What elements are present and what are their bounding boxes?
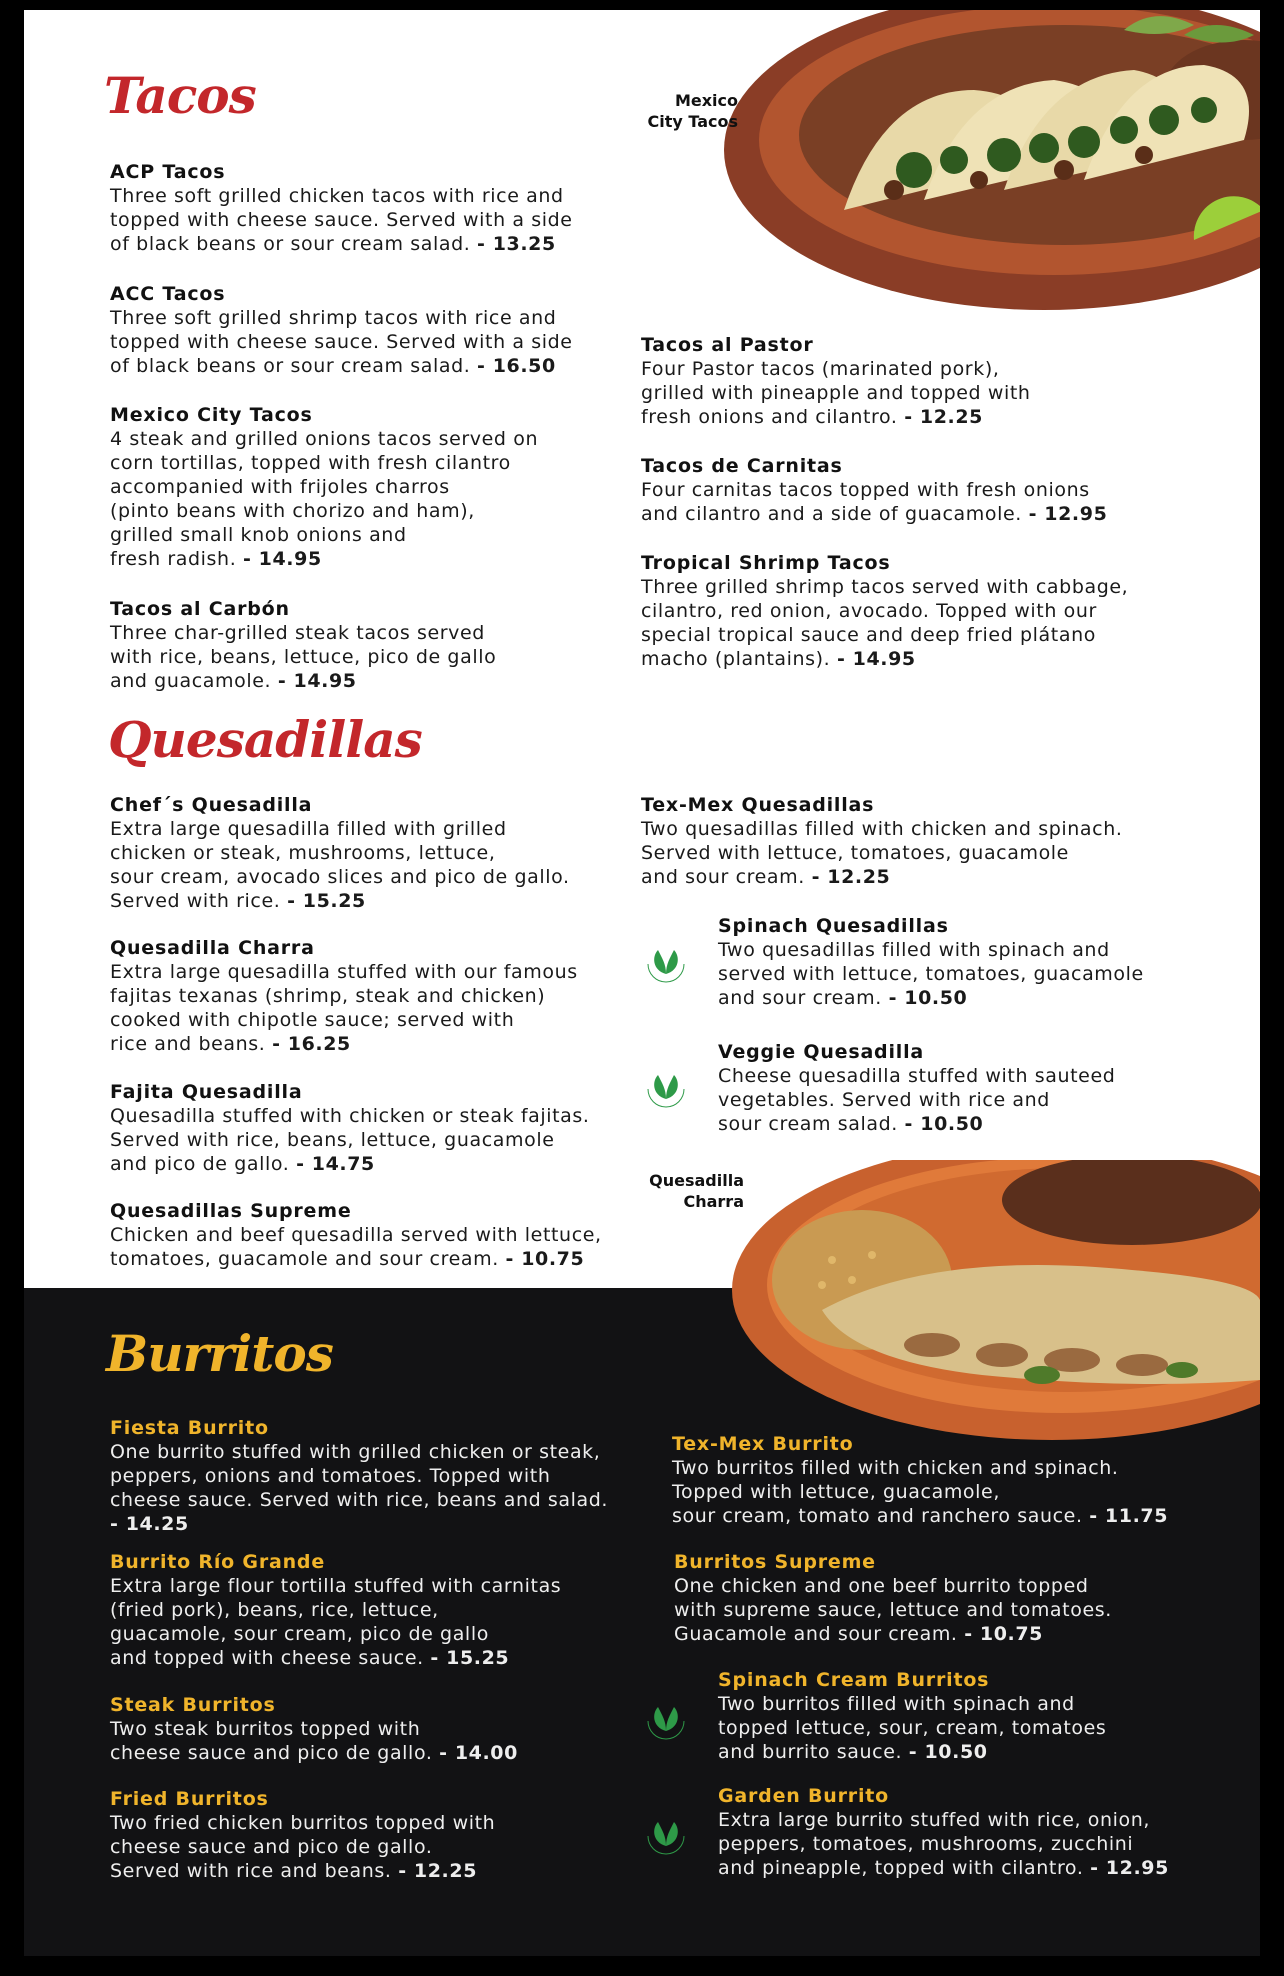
menu-item (641, 333, 1241, 429)
item-description: Two quesadillas filled with chicken and spinach. Served with lettuce, tomatoes, guacamole and sour cream. (641, 818, 1123, 888)
item-price: - 14.95 (242, 548, 322, 570)
item-price: - 14.25 (110, 1513, 189, 1535)
item-price: - 14.00 (439, 1742, 518, 1764)
item-description: Quesadilla stuffed with chicken or steak fajitas. Served with rice, beans, lettuce, guacamole and pico de gallo. (110, 1105, 590, 1175)
item-description: Extra large quesadilla filled with grilled chicken or steak, mushrooms, lettuce, sour cream, avocado slices and pico de gallo. Served with rice. (110, 818, 570, 912)
item-price: - 12.95 (1090, 1857, 1169, 1879)
item-price: - 14.95 (836, 648, 916, 670)
menu-item (641, 551, 1241, 671)
menu-item (718, 1040, 1258, 1136)
item-description: Three char-grilled steak tacos served with rice, beans, lettuce, pico de gallo and guacamole. (110, 622, 497, 692)
item-description: Three soft grilled shrimp tacos with rice and topped with cheese sauce. Served with a side of black beans or sour cream salad. (110, 307, 573, 377)
menu-item (110, 1416, 670, 1536)
item-price: - 16.50 (477, 355, 556, 377)
item-name: Mexico City Tacos (110, 404, 313, 426)
item-price: - 14.95 (277, 670, 357, 692)
item-price: - 11.75 (1089, 1505, 1169, 1527)
item-name: Fajita Quesadilla (110, 1081, 303, 1103)
item-name: ACP Tacos (110, 161, 226, 183)
vegetarian-badge-icon (638, 1691, 694, 1747)
item-description: Two burritos filled with chicken and spinach. Topped with lettuce, guacamole, sour cream, tomato and ranchero sauce. (672, 1457, 1119, 1527)
item-name: Quesadilla Charra (110, 937, 315, 959)
vegetarian-badge-icon (638, 1059, 694, 1115)
item-name: Spinach Quesadillas (718, 915, 949, 937)
item-price: - 10.50 (908, 1741, 988, 1763)
item-price: - 14.75 (296, 1153, 375, 1175)
menu-item (110, 597, 630, 693)
item-description: Two steak burritos topped with cheese sauce and pico de gallo. (110, 1718, 433, 1764)
item-name: Burritos Supreme (674, 1551, 876, 1573)
item-name: Tacos al Carbón (110, 598, 290, 620)
item-name: Steak Burritos (110, 1694, 276, 1716)
item-description: 4 steak and grilled onions tacos served on corn tortillas, topped with fresh cilantro accompanied with frijoles charros (pinto beans with chorizo and ham), grilled small knob onions and fresh radish. (110, 428, 539, 570)
item-price: - 12.95 (1028, 503, 1108, 525)
menu-item (110, 282, 630, 378)
menu-item (110, 793, 650, 913)
item-description: One chicken and one beef burrito topped with supreme sauce, lettuce and tomatoes. Guacamole and sour cream. (674, 1575, 1112, 1645)
item-name: Tex-Mex Quesadillas (641, 794, 875, 816)
item-name: Veggie Quesadilla (718, 1041, 925, 1063)
item-description: Three soft grilled chicken tacos with rice and topped with cheese sauce. Served with a side of black beans or sour cream salad. (110, 185, 573, 255)
photo-caption-quesadilla-charra: Quesadilla Charra (649, 1171, 744, 1211)
item-description: Two fried chicken burritos topped with cheese sauce and pico de gallo. Served with rice and beans. (110, 1812, 496, 1882)
item-description: Three grilled shrimp tacos served with cabbage, cilantro, red onion, avocado. Topped with our special tropical sauce and deep fried plátano macho (plantains). (641, 576, 1129, 670)
item-name: Spinach Cream Burritos (718, 1669, 990, 1691)
item-price: - 15.25 (287, 890, 366, 912)
menu-item (718, 1668, 1258, 1764)
menu-item (110, 403, 630, 571)
item-price: - 16.25 (272, 1033, 351, 1055)
item-description: One burrito stuffed with grilled chicken or steak, peppers, onions and tomatoes. Topped with cheese sauce. Served with rice, beans and salad. (110, 1441, 609, 1511)
menu-item (110, 160, 630, 256)
menu-item (110, 1080, 650, 1176)
menu-item (110, 1693, 670, 1765)
item-price: - 12.25 (398, 1860, 478, 1882)
item-price: - 12.25 (904, 406, 984, 428)
section-title-quesadillas: Quesadillas (108, 710, 422, 769)
item-price: - 10.75 (964, 1623, 1044, 1645)
item-name: Tex-Mex Burrito (672, 1433, 854, 1455)
item-description: Two quesadillas filled with spinach and served with lettuce, tomatoes, guacamole and sour cream. (718, 939, 1144, 1009)
item-description: Chicken and beef quesadilla served with lettuce, tomatoes, guacamole and sour cream. (110, 1224, 602, 1270)
menu-page (24, 10, 1260, 1956)
item-price: - 10.50 (888, 987, 968, 1009)
menu-item (718, 1784, 1258, 1880)
item-name: Burrito Río Grande (110, 1551, 326, 1573)
quesadilla-charra-photo (732, 1160, 1260, 1460)
menu-item (110, 1199, 650, 1271)
item-description: Extra large quesadilla stuffed with our famous fajitas texanas (shrimp, steak and chicken) cooked with chipotle sauce; served with rice and beans. (110, 961, 578, 1055)
menu-item (674, 1550, 1254, 1646)
item-description: Extra large burrito stuffed with rice, onion, peppers, tomatoes, mushrooms, zucchini and pineapple, topped with cilantro. (718, 1809, 1151, 1879)
item-name: Tropical Shrimp Tacos (641, 552, 891, 574)
item-price: - 12.25 (811, 866, 891, 888)
menu-item (110, 1550, 670, 1670)
item-name: Quesadillas Supreme (110, 1200, 352, 1222)
menu-item (110, 1787, 670, 1883)
vegetarian-badge-icon (638, 934, 694, 990)
photo-caption-mexico-city-tacos: Mexico City Tacos (647, 91, 738, 131)
menu-item (110, 936, 650, 1056)
item-description: Four Pastor tacos (marinated pork), grilled with pineapple and topped with fresh onions and cilantro. (641, 358, 1031, 428)
item-name: Fiesta Burrito (110, 1417, 269, 1439)
item-name: Garden Burrito (718, 1785, 890, 1807)
item-name: Tacos al Pastor (641, 334, 814, 356)
mexico-city-tacos-photo (724, 10, 1260, 350)
item-description: Cheese quesadilla stuffed with sauteed vegetables. Served with rice and sour cream salad. (718, 1065, 1116, 1135)
vegetarian-badge-icon (638, 1806, 694, 1862)
section-title-tacos: Tacos (104, 66, 256, 125)
item-name: Chef´s Quesadilla (110, 794, 313, 816)
item-price: - 13.25 (477, 233, 556, 255)
item-description: Four carnitas tacos topped with fresh onions and cilantro and a side of guacamole. (641, 479, 1090, 525)
item-description: Two burritos filled with spinach and topped lettuce, sour, cream, tomatoes and burrito sauce. (718, 1693, 1107, 1763)
item-price: - 10.75 (505, 1248, 585, 1270)
section-title-burritos: Burritos (106, 1324, 333, 1383)
item-name: Tacos de Carnitas (641, 455, 843, 477)
item-price: - 15.25 (430, 1647, 510, 1669)
item-name: Fried Burritos (110, 1788, 269, 1810)
item-description: Extra large flour tortilla stuffed with carnitas (fried pork), beans, rice, lettuce, guacamole, sour cream, pico de gallo and topped with cheese sauce. (110, 1575, 562, 1669)
item-name: ACC Tacos (110, 283, 226, 305)
item-price: - 10.50 (904, 1113, 984, 1135)
menu-item (641, 454, 1241, 526)
menu-item (641, 793, 1241, 889)
menu-item (718, 914, 1258, 1010)
